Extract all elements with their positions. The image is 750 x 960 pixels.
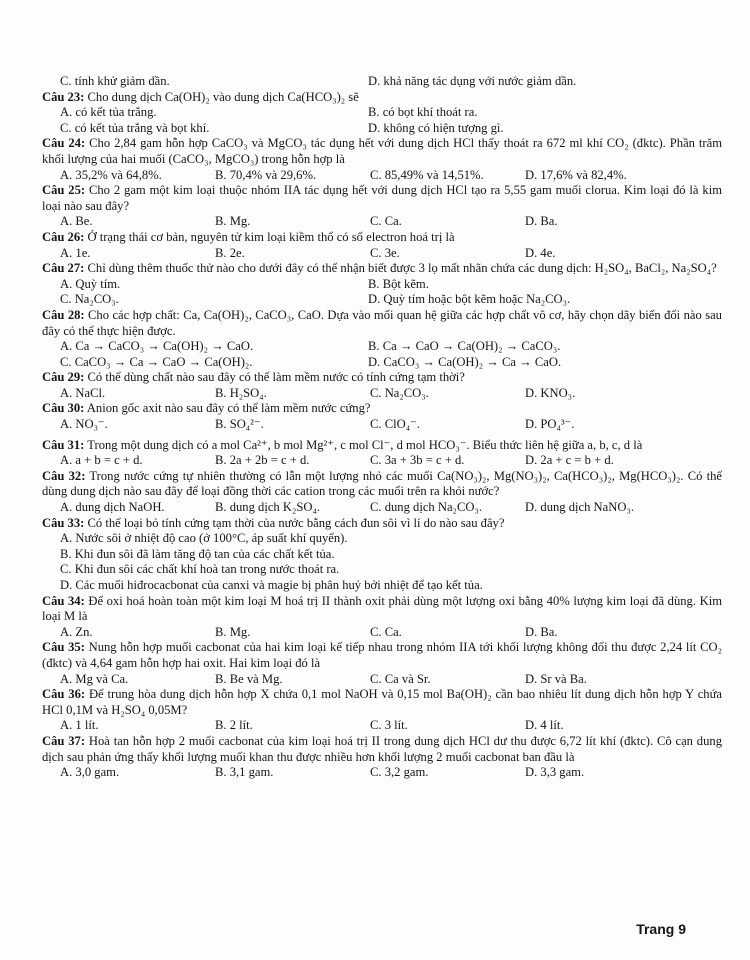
- question-number: Câu 25:: [42, 183, 86, 198]
- option-c: C. 3a + 3b = c + d.: [370, 453, 465, 468]
- question-number: Câu 36:: [42, 687, 86, 702]
- option-b: B. 2e.: [215, 245, 245, 260]
- question-29: [42, 370, 722, 401]
- option-c: C. Khi đun sôi các chất khí hoà tan trong nước thoát ra.: [60, 562, 340, 577]
- question-35: [42, 640, 722, 687]
- option-d: D. 4e.: [525, 245, 556, 260]
- question-number: Câu 35:: [42, 640, 85, 655]
- question-number: Câu 37:: [42, 733, 86, 748]
- question-number: Câu 30:: [42, 401, 85, 416]
- option-a: A. a + b = c + d.: [60, 453, 143, 468]
- option-c: C. dung dịch Na₂CO₃.: [370, 500, 482, 515]
- question-text: Cho dung dịch Ca(OH)₂ vào dung dịch Ca(HCO₃)₂ sẽ: [87, 89, 359, 104]
- option-b: B. 3,1 gam.: [215, 765, 274, 780]
- option-b: B. Mg.: [215, 624, 251, 639]
- question-28: [42, 308, 722, 370]
- answer-options: [42, 386, 722, 402]
- answer-options: [42, 765, 722, 781]
- option-b: B. SO₄²⁻.: [215, 417, 264, 432]
- option-a: A. Nước sôi ở nhiệt độ cao (ở 100°C, áp suất khí quyển). B. Khi đun sôi đã làm tăng độ tan của các chất kết tủa.: [60, 531, 348, 561]
- question-number: Câu 29:: [42, 370, 85, 385]
- question-text: Để trung hòa dung dịch hỗn hợp X chứa 0,1 mol NaOH và 0,15 mol Ba(OH)₂ cần bao nhiêu lít dung dịch hỗn hợp Y chứa HCl 0,1M và H₂SO₄ 0,05M?: [42, 687, 722, 717]
- previous-question-options: [42, 74, 722, 90]
- answer-options: [42, 417, 722, 433]
- option-a: A. 1e.: [60, 245, 91, 260]
- option-d: D. Quỳ tím hoặc bột kẽm hoặc Na₂CO₃.: [368, 292, 571, 307]
- question-text: Anion gốc axit nào sau đây có thể làm mềm nước cứng?: [86, 401, 371, 416]
- question-27: [42, 261, 722, 308]
- question-30: [42, 401, 722, 432]
- question-text: Cho 2 gam một kim loại thuộc nhóm IIA tác dụng hết với dung dịch HCl tạo ra 5,55 gam muối clorua. Kim loại đó là kim loại nào sau đây?: [42, 183, 722, 213]
- answer-options: [42, 339, 722, 370]
- option-b: B. 70,4% và 29,6%.: [215, 167, 317, 182]
- option-d: D. Ba.: [525, 624, 558, 639]
- question-37: [42, 734, 722, 781]
- option-d: D. Sr và Ba.: [525, 671, 587, 686]
- option-d: D. CaCO₃ → Ca(OH)₂ → Ca → CaO.: [368, 354, 562, 369]
- option-c: C. Ca và Sr.: [370, 671, 431, 686]
- question-number: Câu 32:: [42, 468, 86, 483]
- question-36: [42, 687, 722, 734]
- answer-options: [42, 625, 722, 641]
- question-text: Cho 2,84 gam hỗn hợp CaCO₃ và MgCO₃ tác dụng hết với dung dịch HCl thấy thoát ra 672 ml khí CO₂ (đktc). Phần trăm khối lượng của hai muối (CaCO₃, MgCO₃) trong hỗn hợp là: [42, 136, 722, 166]
- option-c: C. Na₂CO₃.: [370, 385, 429, 400]
- option-c: C. 3e.: [370, 245, 400, 260]
- option-c: C. CaCO₃ → Ca → CaO → Ca(OH)₂.: [60, 354, 253, 369]
- question-31: [42, 438, 722, 469]
- option-c: C. 3,2 gam.: [370, 765, 429, 780]
- option-b: B. Ca → CaO → Ca(OH)₂ → CaCO₃.: [368, 339, 561, 354]
- question-23: [42, 90, 722, 137]
- question-33: [42, 516, 722, 594]
- page-number: Trang 9: [636, 921, 686, 937]
- question-number: Câu 28:: [42, 307, 85, 322]
- option-d: D. khả năng tác dụng với nước giảm dần.: [368, 74, 577, 88]
- answer-options: [42, 672, 722, 688]
- option-a: A. Mg và Ca.: [60, 671, 129, 686]
- option-a: A. dung dịch NaOH.: [60, 500, 165, 515]
- question-25: [42, 183, 722, 230]
- question-text: Ở trạng thái cơ bản, nguyên tử kim loại kiềm thổ có số electron hoá trị là: [87, 229, 455, 244]
- option-a: A. Zn.: [60, 624, 93, 639]
- option-d: D. 17,6% và 82,4%.: [525, 167, 627, 182]
- option-b: B. 2a + 2b = c + d.: [215, 453, 310, 468]
- option-b: B. dung dịch K₂SO₄.: [215, 500, 320, 515]
- answer-options: [42, 168, 722, 184]
- option-b: B. H₂SO₄.: [215, 385, 267, 400]
- option-b: B. Mg.: [215, 214, 251, 229]
- option-b: B. Bột kẽm.: [368, 276, 429, 291]
- option-d: D. dung dịch NaNO₃.: [525, 500, 634, 515]
- option-a: A. NaCl.: [60, 385, 106, 400]
- question-text: Trong một dung dịch có a mol Ca²⁺, b mol Mg²⁺, c mol Cl⁻, d mol HCO₃⁻. Biểu thức liên hệ giữa a, b, c, d là: [87, 437, 643, 452]
- option-d: D. Các muối hiđrocacbonat của canxi và magie bị phân huỷ bởi nhiệt để tạo kết tủa.: [60, 578, 483, 592]
- option-c: C. 3 lít.: [370, 718, 408, 733]
- option-b: B. có bọt khí thoát ra.: [368, 105, 478, 120]
- option-a: A. NO₃⁻.: [60, 417, 108, 432]
- option-a: A. 1 lít.: [60, 718, 99, 733]
- question-number: Câu 27:: [42, 261, 85, 276]
- option-d: D. 2a + c = b + d.: [525, 453, 614, 468]
- option-a: A. 35,2% và 64,8%.: [60, 167, 162, 182]
- option-a: A. Quỳ tím.: [60, 276, 121, 291]
- option-c: C. 85,49% và 14,51%.: [370, 167, 484, 182]
- option-a: A. Be.: [60, 214, 93, 229]
- answer-options: [42, 531, 722, 593]
- question-26: [42, 230, 722, 261]
- option-d: D. không có hiện tượng gì.: [368, 120, 504, 135]
- question-text: Chỉ dùng thêm thuốc thử nào cho dưới đây có thể nhận biết được 3 lọ mất nhãn chứa các dung dịch: H₂SO₄, BaCl₂, Na₂SO₄?: [87, 261, 717, 276]
- question-text: Hoà tan hỗn hợp 2 muối cacbonat của kim loại hoá trị II trong dung dịch HCl dư thu được 6,72 lít khí (đktc). Cô cạn dung dịch sau phản ứng thấy khối lượng muối khan thu được nhiều hơn khối lượng 2 muối cacbonat ban đầu là: [42, 733, 722, 764]
- question-text: Nung hỗn hợp muối cacbonat của hai kim loại kế tiếp nhau trong nhóm IIA tới khối lượng không đổi thu được 2,24 lít CO₂ (đktc) và 4,64 gam hỗn hợp hai oxit. Hai kim loại đó là: [42, 640, 722, 670]
- question-number: Câu 31:: [42, 437, 85, 452]
- answer-options: [42, 277, 722, 308]
- answer-options: [42, 105, 722, 136]
- option-d: D. KNO₃.: [525, 385, 576, 400]
- question-number: Câu 34:: [42, 593, 85, 608]
- answer-options: [42, 500, 722, 516]
- question-34: [42, 594, 722, 641]
- question-text: Trong nước cứng tự nhiên thường có lẫn một lượng nhỏ các muối Ca(NO₃)₂, Mg(NO₃)₂, Ca(HCO₃)₂, Mg(HCO₃)₂. Có thể dùng dung dịch nào sau đây để loại đồng thời các cation trong các muối trên ra khỏi nước?: [42, 468, 723, 499]
- question-text: Để oxi hoá hoàn toàn một kim loại M hoá trị II thành oxit phải dùng một lượng oxi bằng 40% lượng kim loại đã dùng. Kim loại M là: [42, 593, 722, 624]
- option-a: A. 3,0 gam.: [60, 765, 120, 780]
- answer-options: [42, 453, 722, 469]
- question-text: Có thể dùng chất nào sau đây có thể làm mềm nước có tính cứng tạm thời?: [87, 370, 465, 385]
- question-number: Câu 33:: [42, 515, 85, 530]
- answer-options: [42, 214, 722, 230]
- option-d: D. Ba.: [525, 214, 558, 229]
- answer-options: [42, 246, 722, 262]
- question-32: [42, 469, 722, 516]
- option-c: C. Ca.: [370, 214, 402, 229]
- answer-options: [42, 718, 722, 734]
- question-text: Có thể loại bỏ tính cứng tạm thời của nước bằng cách đun sôi vì lí do nào sau đây?: [87, 515, 505, 530]
- question-list: [42, 74, 722, 781]
- question-number: Câu 23:: [42, 89, 85, 104]
- option-c: C. có kết tủa trắng và bọt khí.: [60, 120, 210, 135]
- option-c: C. ClO₄⁻.: [370, 417, 420, 432]
- option-d: D. PO₄³⁻.: [525, 417, 575, 432]
- option-b: B. Be và Mg.: [215, 671, 283, 686]
- option-c: C. tính khử giảm dần.: [60, 74, 170, 88]
- question-number: Câu 26:: [42, 229, 85, 244]
- option-b: B. 2 lít.: [215, 718, 253, 733]
- option-a: A. có kết tủa trắng.: [60, 105, 157, 120]
- option-a: A. Ca → CaCO₃ → Ca(OH)₂ → CaO.: [60, 339, 254, 354]
- option-c: C. Ca.: [370, 624, 402, 639]
- question-number: Câu 24:: [42, 136, 86, 151]
- question-24: [42, 136, 722, 183]
- question-text: Cho các hợp chất: Ca, Ca(OH)₂, CaCO₃, CaO. Dựa vào mối quan hệ giữa các hợp chất vô cơ, hãy chọn dãy biến đổi nào sau đây có thể thực hiện được.: [42, 307, 722, 338]
- option-d: D. 3,3 gam.: [525, 765, 585, 780]
- option-c: C. Na₂CO₃.: [60, 292, 119, 307]
- option-d: D. 4 lít.: [525, 718, 564, 733]
